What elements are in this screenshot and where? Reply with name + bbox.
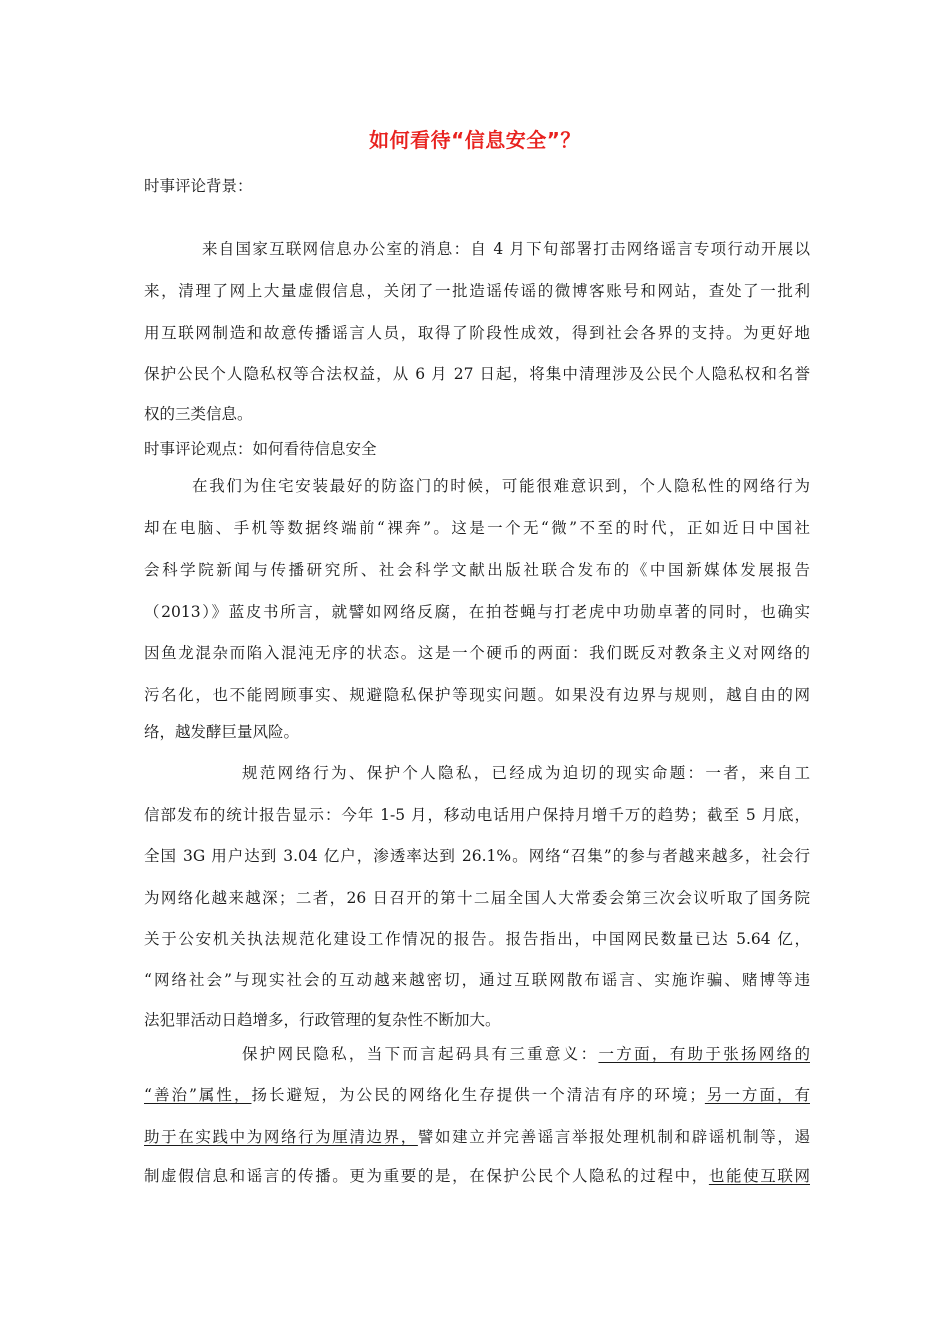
viewpoint-label: 时事评论观点：如何看待信息安全 xyxy=(144,440,377,458)
p2-line-3: 会科学院新闻与传播研究所、社会科学文献出版社联合发布的《中国新媒体发展报告 xyxy=(144,561,810,579)
p1-line-1: 来自国家互联网信息办公室的消息：自 4 月下旬部署打击网络谣言专项行动开展以 xyxy=(202,240,810,258)
p2-line-2: 却在电脑、手机等数据终端前“裸奔”。这是一个无“微”不至的时代，正如近日中国社 xyxy=(144,519,810,537)
p4-line-3-plain: 譬如建立并完善谣言举报处理机制和辟谣机制等，遏 xyxy=(417,1128,810,1146)
background-label: 时事评论背景： xyxy=(144,177,253,195)
p4-line-4-underlined: 也能使互联网 xyxy=(708,1167,810,1185)
p4-line-1-plain: 保护网民隐私，当下而言起码具有三重意义： xyxy=(242,1045,599,1063)
p4-line-3 xyxy=(144,1127,810,1147)
p4-line-2 xyxy=(144,1085,810,1105)
p3-line-3: 全国 3G 用户达到 3.04 亿户，渗透率达到 26.1%。网络“召集”的参与者越来越多，社会行 xyxy=(144,847,810,865)
p1-line-5: 权的三类信息。 xyxy=(144,405,253,423)
p4-line-2-underlined: “善治”属性， xyxy=(144,1086,252,1104)
p4-line-2-underlined-b: 另一方面，有 xyxy=(704,1086,810,1104)
p2-line-1: 在我们为住宅安装最好的防盗门的时候，可能很难意识到，个人隐私性的网络行为 xyxy=(192,477,810,495)
p2-line-4: （2013）》蓝皮书所言，就譬如网络反腐，在拍苍蝇与打老虎中功勋卓著的同时，也确实 xyxy=(144,603,810,621)
p3-line-6: “网络社会”与现实社会的互动越来越密切，通过互联网散布谣言、实施诈骗、赌博等违 xyxy=(144,971,810,989)
p1-line-2: 来，清理了网上大量虚假信息，关闭了一批造谣传谣的微博客账号和网站，查处了一批利 xyxy=(144,282,810,300)
p1-line-4: 保护公民个人隐私权等合法权益，从 6 月 27 日起，将集中清理涉及公民个人隐私权和名誉 xyxy=(144,365,810,383)
p1-line-3: 用互联网制造和故意传播谣言人员，取得了阶段性成效，得到社会各界的支持。为更好地 xyxy=(144,324,810,342)
p2-line-5: 因鱼龙混杂而陷入混沌无序的状态。这是一个硬币的两面：我们既反对教条主义对网络的 xyxy=(144,644,810,662)
p4-line-4-plain: 制虚假信息和谣言的传播。更为重要的是，在保护公民个人隐私的过程中， xyxy=(144,1167,709,1185)
p4-line-1 xyxy=(242,1044,810,1064)
p3-line-4: 为网络化越来越深；二者，26 日召开的第十二届全国人大常委会第三次会议听取了国务院 xyxy=(144,889,810,907)
p3-line-7: 法犯罪活动日趋增多，行政管理的复杂性不断加大。 xyxy=(144,1011,501,1029)
p2-line-6: 污名化，也不能罔顾事实、规避隐私保护等现实问题。如果没有边界与规则，越自由的网 xyxy=(144,686,810,704)
p2-line-7: 络，越发酵巨量风险。 xyxy=(144,723,300,741)
p4-line-1-underlined: 一方面，有助于张扬网络的 xyxy=(598,1045,810,1063)
p4-line-4 xyxy=(144,1166,810,1186)
p3-line-5: 关于公安机关执法规范化建设工作情况的报告。报告指出，中国网民数量已达 5.64 亿， xyxy=(144,930,810,948)
page-title: 如何看待“信息安全”？ xyxy=(369,128,581,152)
p4-line-2-plain: 扬长避短，为公民的网络化生存提供一个清洁有序的环境； xyxy=(251,1086,705,1104)
p3-line-2: 信部发布的统计报告显示：今年 1-5 月，移动电话用户保持月增千万的趋势；截至 5 月底， xyxy=(144,806,810,824)
p4-line-3-underlined: 助于在实践中为网络行为厘清边界， xyxy=(144,1128,418,1146)
p3-line-1: 规范网络行为、保护个人隐私，已经成为迫切的现实命题：一者，来自工 xyxy=(242,764,810,782)
